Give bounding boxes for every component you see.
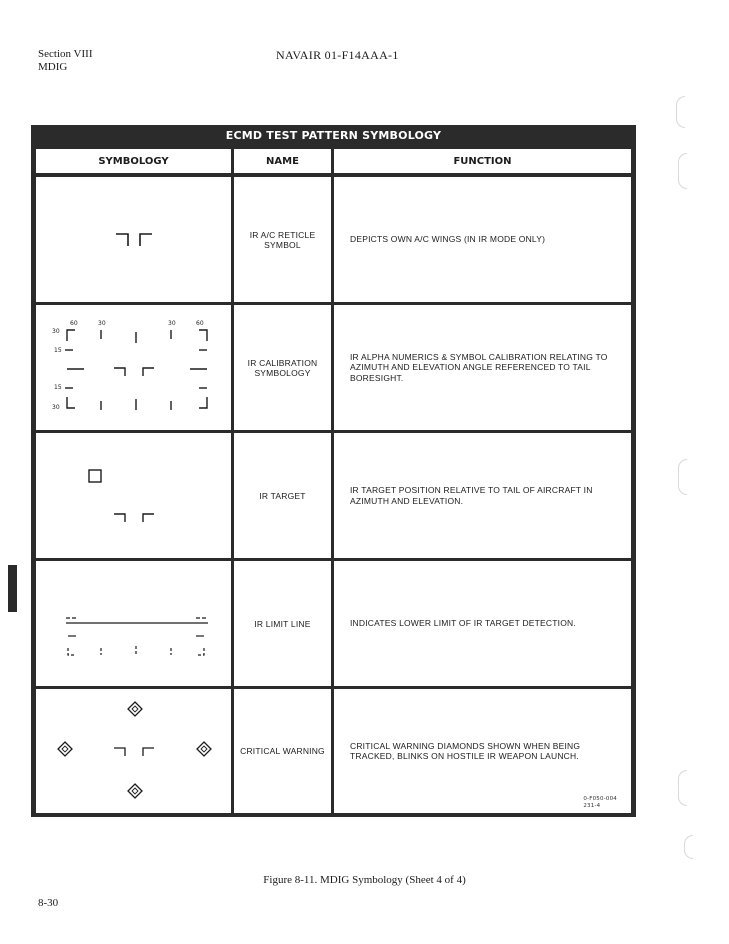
row-function: DEPICTS OWN A/C WINGS (IN IR MODE ONLY) xyxy=(350,234,546,245)
function-cell xyxy=(334,561,631,686)
scan-artifact xyxy=(678,153,687,189)
column-header-name: NAME xyxy=(234,149,331,173)
target-square-icon xyxy=(89,470,101,482)
symbol-cell-limit-line xyxy=(36,561,231,686)
symbol-cell-calibration xyxy=(36,305,231,430)
column-header-function: FUNCTION xyxy=(334,149,631,173)
row-function: IR ALPHA NUMERICS & SYMBOL CALIBRATION RELATING TO AZIMUTH AND ELEVATION ANGLE REFERENCED TO TAIL BORESIGHT. xyxy=(350,351,608,383)
row-name: CRITICAL WARNING xyxy=(240,746,325,756)
name-cell xyxy=(234,561,331,686)
figure-caption: Figure 8-11. MDIG Symbology (Sheet 4 of 4) xyxy=(263,874,466,886)
warning-diamond-icon xyxy=(128,784,142,798)
scan-artifact xyxy=(684,835,693,859)
row-name: IR LIMIT LINE xyxy=(254,618,311,629)
row-function: IR TARGET POSITION RELATIVE TO TAIL OF AIRCRAFT IN AZIMUTH AND ELEVATION. xyxy=(350,485,593,506)
function-cell xyxy=(334,305,631,430)
function-cell xyxy=(334,433,631,558)
symbol-cell-critical-warning xyxy=(36,689,231,813)
section-header xyxy=(38,48,92,74)
column-header-symbology: SYMBOLOGY xyxy=(36,149,231,173)
document-id: NAVAIR 01-F14AAA-1 xyxy=(276,48,399,62)
label-15-upper-side: 15 xyxy=(54,347,62,354)
scan-artifact xyxy=(676,96,685,128)
name-cell xyxy=(234,689,331,813)
function-cell xyxy=(334,177,631,302)
label-30-upper-side: 30 xyxy=(52,328,60,335)
warning-diamond-icon xyxy=(58,742,72,756)
subsection-label: MDIG xyxy=(38,61,68,73)
label-60-right: 60 xyxy=(196,320,204,327)
scan-artifact xyxy=(678,459,687,495)
label-30-lower-side: 30 xyxy=(52,404,60,411)
warning-diamond-icon xyxy=(128,702,142,716)
symbol-cell-target xyxy=(36,433,231,558)
section-label: Section VIII xyxy=(38,48,93,60)
label-30-right: 30 xyxy=(168,320,176,327)
label-60-left: 60 xyxy=(70,320,78,327)
row-name: IR CALIBRATION SYMBOLOGY xyxy=(247,357,318,378)
symbol-cell-reticle xyxy=(36,177,231,302)
section-tab-marker xyxy=(8,565,17,612)
row-function: CRITICAL WARNING DIAMONDS SHOWN WHEN BEING TRACKED, BLINKS ON HOSTILE IR WEAPON LAUNCH. xyxy=(350,740,581,761)
critical-warning-symbol xyxy=(36,689,231,813)
figure-code: 0-F050-004 231-4 xyxy=(583,796,617,809)
row-function: INDICATES LOWER LIMIT OF IR TARGET DETECTION. xyxy=(350,618,576,629)
ir-limit-line-symbol xyxy=(36,561,231,686)
warning-diamond-icon xyxy=(197,742,211,756)
label-15-lower-side: 15 xyxy=(54,384,62,391)
ir-calibration-symbology xyxy=(36,305,231,430)
name-cell xyxy=(234,433,331,558)
page-number: 8-30 xyxy=(38,897,59,909)
name-cell xyxy=(234,305,331,430)
symbology-table xyxy=(31,125,636,817)
label-30-left: 30 xyxy=(98,320,106,327)
table-title: ECMD TEST PATTERN SYMBOLOGY xyxy=(225,129,442,142)
function-cell xyxy=(334,689,631,813)
ir-reticle-symbol xyxy=(36,177,231,302)
name-cell xyxy=(234,177,331,302)
row-name: IR A/C RETICLE SYMBOL xyxy=(249,229,316,250)
scan-artifact xyxy=(678,770,687,806)
row-name: IR TARGET xyxy=(259,490,306,501)
ir-target-symbol xyxy=(36,433,231,558)
